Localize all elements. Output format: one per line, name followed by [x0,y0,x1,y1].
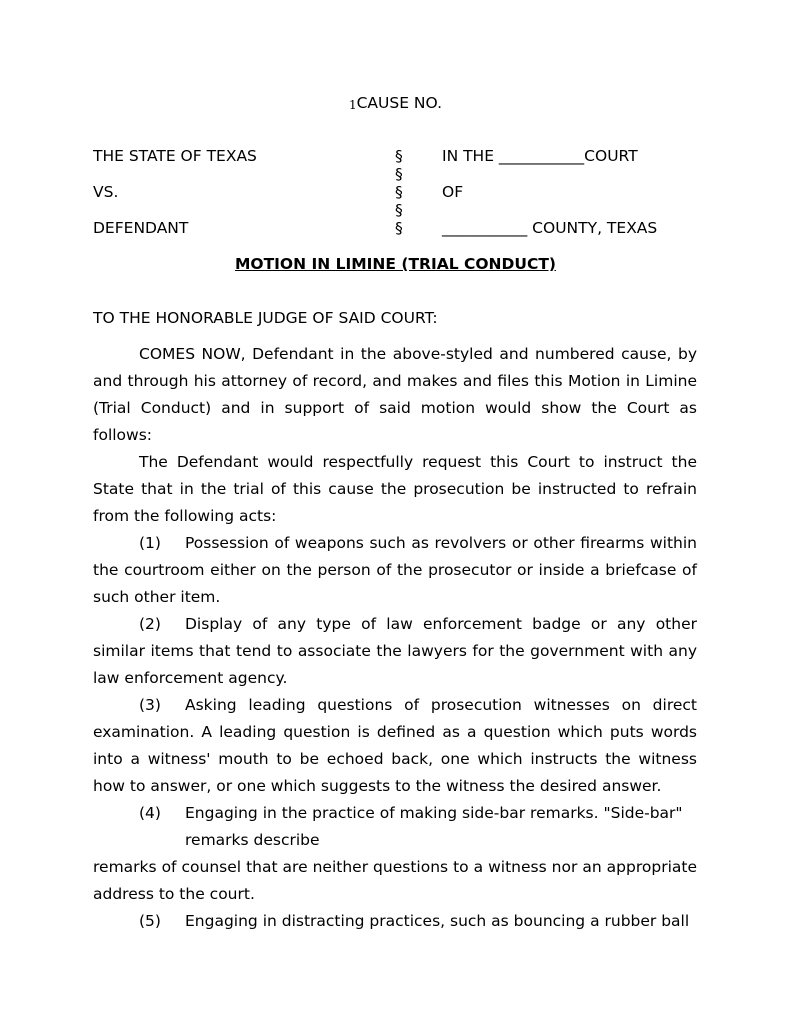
section-mark: § [395,183,403,201]
cause-number-line [0,94,791,112]
document-title: MOTION IN LIMINE (TRIAL CONDUCT) [234,255,557,273]
caption-state: THE STATE OF TEXAS [93,147,257,165]
item-number: (4) [139,804,161,822]
list-item [93,611,697,692]
list-item [93,908,697,935]
item-continuation: remarks of counsel that are neither questions to a witness nor an appropriate address to the court. [93,858,697,903]
item-text: Engaging in the practice of making side-bar remarks. "Side-bar" [185,804,683,822]
caption-vs: VS. [93,183,119,201]
section-mark: § [395,147,403,165]
item-text: Possession of weapons such as revolvers or other firearms within the courtroom either on the person of the prosecutor or inside a briefcase of such other item. [93,534,697,606]
item-text: Engaging in distracting practices, such as bouncing a rubber ball [185,912,690,930]
item-text: Display of any type of law enforcement badge or any other similar items that tend to associate the lawyers for the government with any law enforcement agency. [93,615,697,687]
item-number: (5) [139,912,161,930]
caption-of: OF [442,183,464,201]
list-item [139,800,697,854]
caption-county: ___________ COUNTY, TEXAS [442,219,658,237]
section-mark: § [395,165,403,183]
item-text: Asking leading questions of prosecution witnesses on direct examination. A leading question is defined as a question which puts words into a witness' mouth to be echoed back, one which instructs the witness how to answer, or one which suggests to the witness the desired answer. [93,696,697,795]
intro-paragraph: COMES NOW, Defendant in the above-styled and numbered cause, by and through his attorney of record, and makes and files this Motion in Limine (Trial Conduct) and in support of said motion would show the Court as follows: [93,345,697,444]
list-item [93,692,697,800]
footnote-mark: 1 [348,98,357,112]
item-text-line: remarks describe [185,831,320,849]
list-item [93,530,697,611]
caption-court: IN THE ___________COURT [442,147,638,165]
section-mark: § [395,219,403,237]
item-number: (2) [139,615,161,633]
item-text-line [185,800,697,827]
request-paragraph: The Defendant would respectfully request this Court to instruct the State that in the trial of this cause the prosecution be instructed to refrain from the following acts: [93,453,697,525]
caption-defendant: DEFENDANT [93,219,189,237]
cause-label: CAUSE NO. [356,94,443,112]
section-mark: § [395,201,403,219]
item-number: (3) [139,696,161,714]
salutation: TO THE HONORABLE JUDGE OF SAID COURT: [93,309,438,327]
item-number: (1) [139,534,161,552]
